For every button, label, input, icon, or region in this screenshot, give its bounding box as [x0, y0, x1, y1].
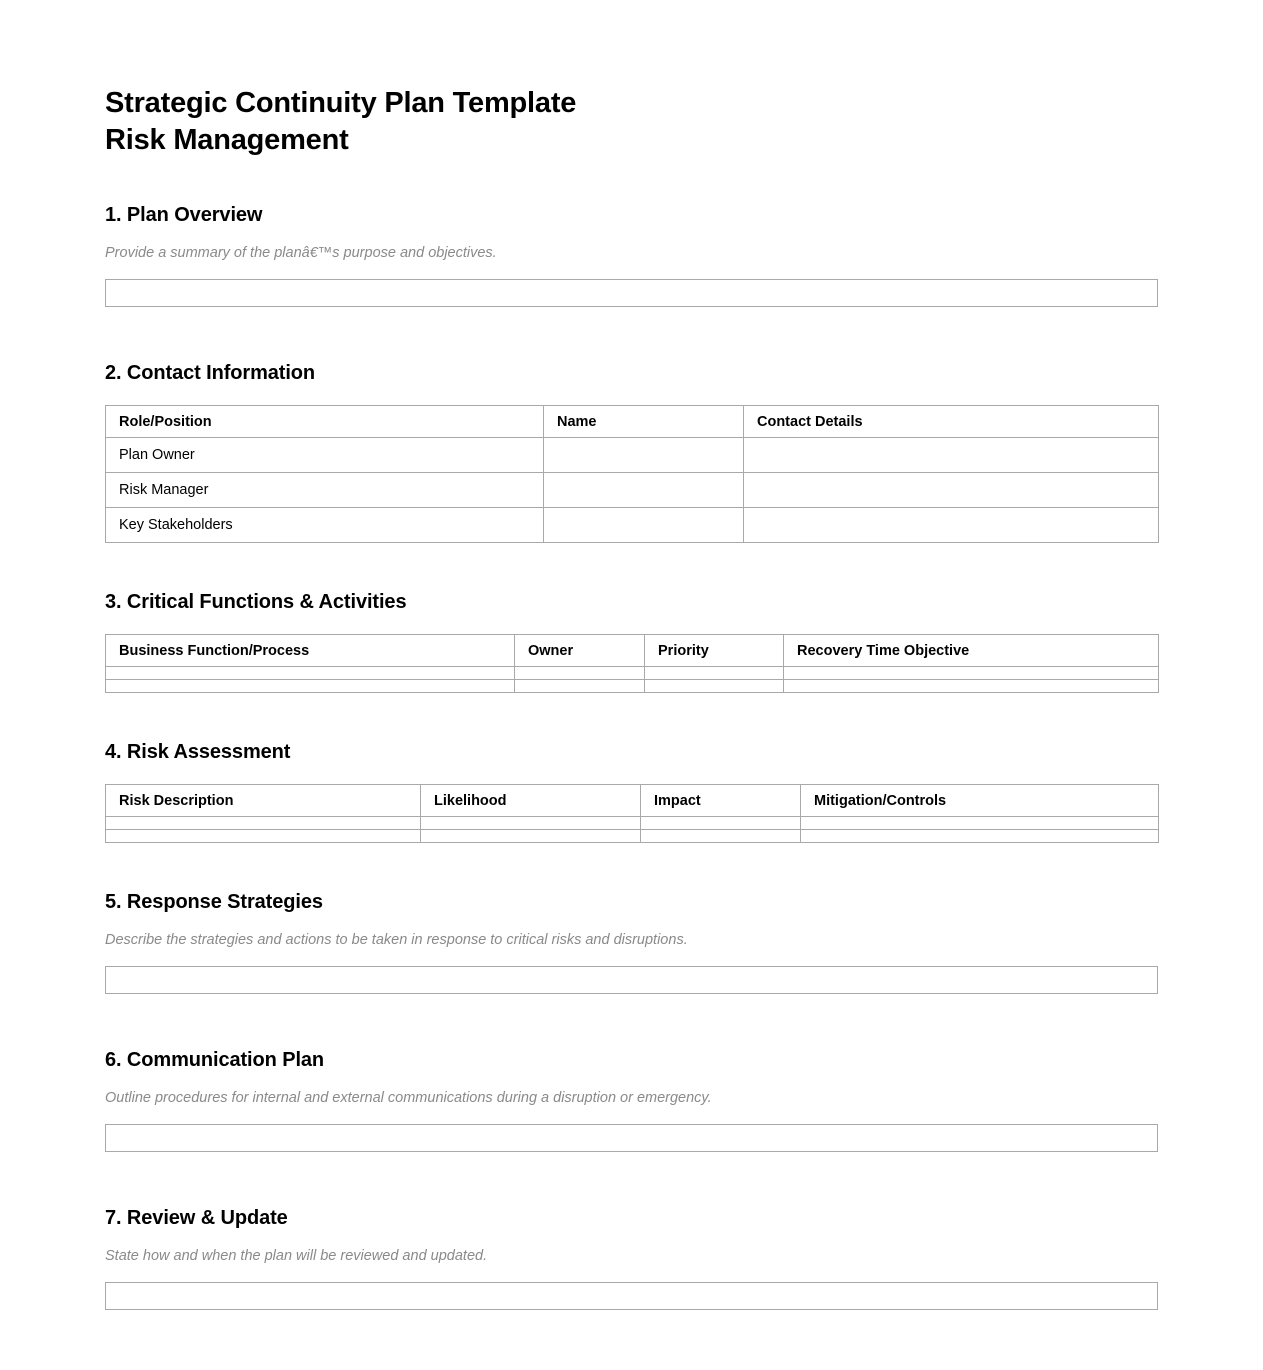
- cell-name-key-stakeholders[interactable]: [544, 508, 744, 543]
- table-header-row: [106, 635, 1159, 667]
- page-title: [105, 85, 1158, 159]
- section-review-update-description: State how and when the plan will be reviewed and updated.: [105, 1247, 488, 1264]
- cell-recovery-time-objective[interactable]: [784, 680, 1159, 693]
- section-communication-plan: [105, 1049, 1158, 1152]
- cell-impact[interactable]: [641, 830, 801, 843]
- cell-priority[interactable]: [645, 680, 784, 693]
- column-header-owner: Owner: [515, 635, 645, 667]
- page-title-line-2: Risk Management: [105, 124, 349, 157]
- cell-impact[interactable]: [641, 817, 801, 830]
- table-row: [106, 438, 1159, 473]
- section-communication-plan-heading: 6. Communication Plan: [105, 1048, 325, 1071]
- cell-business-function[interactable]: [106, 667, 515, 680]
- section-critical-functions: [105, 591, 1158, 693]
- section-risk-assessment-heading: 4. Risk Assessment: [105, 741, 291, 764]
- column-header-name: Name: [544, 406, 744, 438]
- section-response-strategies: [105, 891, 1158, 994]
- section-review-update-heading: 7. Review & Update: [105, 1206, 288, 1229]
- table-row: [106, 508, 1159, 543]
- cell-contact-key-stakeholders[interactable]: [744, 508, 1159, 543]
- section-plan-overview: [105, 204, 1158, 307]
- section-review-update: [105, 1207, 1158, 1310]
- cell-owner[interactable]: [515, 680, 645, 693]
- column-header-likelihood: Likelihood: [421, 785, 641, 817]
- cell-owner[interactable]: [515, 667, 645, 680]
- cell-role-key-stakeholders: Key Stakeholders: [106, 508, 544, 543]
- cell-priority[interactable]: [645, 667, 784, 680]
- cell-role-risk-manager: Risk Manager: [106, 473, 544, 508]
- column-header-priority: Priority: [645, 635, 784, 667]
- column-header-business-function: Business Function/Process: [106, 635, 515, 667]
- cell-role-plan-owner: Plan Owner: [106, 438, 544, 473]
- contact-information-table: [105, 405, 1159, 543]
- risk-assessment-table: [105, 784, 1159, 843]
- page-title-line-1: Strategic Continuity Plan Template: [105, 87, 577, 119]
- table-header-row: [106, 406, 1159, 438]
- section-response-strategies-description: Describe the strategies and actions to be taken in response to critical risks and disruptions.: [105, 932, 688, 949]
- table-row: [106, 817, 1159, 830]
- cell-business-function[interactable]: [106, 680, 515, 693]
- section-plan-overview-description: Provide a summary of the planâ€™s purpose and objectives.: [105, 245, 497, 262]
- response-strategies-input[interactable]: [105, 966, 1158, 994]
- column-header-role-position: Role/Position: [106, 406, 544, 438]
- section-plan-overview-heading: 1. Plan Overview: [105, 204, 263, 227]
- cell-recovery-time-objective[interactable]: [784, 667, 1159, 680]
- column-header-contact-details: Contact Details: [744, 406, 1159, 438]
- cell-likelihood[interactable]: [421, 830, 641, 843]
- table-header-row: [106, 785, 1159, 817]
- table-row: [106, 830, 1159, 843]
- cell-contact-risk-manager[interactable]: [744, 473, 1159, 508]
- column-header-risk-description: Risk Description: [106, 785, 421, 817]
- cell-likelihood[interactable]: [421, 817, 641, 830]
- plan-overview-input[interactable]: [105, 279, 1158, 307]
- table-row: [106, 667, 1159, 680]
- column-header-recovery-time-objective: Recovery Time Objective: [784, 635, 1159, 667]
- cell-risk-description[interactable]: [106, 830, 421, 843]
- cell-mitigation-controls[interactable]: [801, 817, 1159, 830]
- column-header-impact: Impact: [641, 785, 801, 817]
- section-communication-plan-description: Outline procedures for internal and external communications during a disruption or emergency.: [105, 1089, 712, 1106]
- cell-contact-plan-owner[interactable]: [744, 438, 1159, 473]
- section-risk-assessment: [105, 741, 1158, 843]
- cell-risk-description[interactable]: [106, 817, 421, 830]
- section-response-strategies-heading: 5. Response Strategies: [105, 891, 323, 914]
- column-header-mitigation-controls: Mitigation/Controls: [801, 785, 1159, 817]
- communication-plan-input[interactable]: [105, 1124, 1158, 1152]
- table-row: [106, 680, 1159, 693]
- cell-name-risk-manager[interactable]: [544, 473, 744, 508]
- critical-functions-table: [105, 634, 1159, 693]
- section-contact-information-heading: 2. Contact Information: [105, 362, 316, 385]
- section-contact-information: [105, 362, 1158, 543]
- section-critical-functions-heading: 3. Critical Functions & Activities: [105, 591, 407, 614]
- table-row: [106, 473, 1159, 508]
- cell-mitigation-controls[interactable]: [801, 830, 1159, 843]
- cell-name-plan-owner[interactable]: [544, 438, 744, 473]
- review-update-input[interactable]: [105, 1282, 1158, 1310]
